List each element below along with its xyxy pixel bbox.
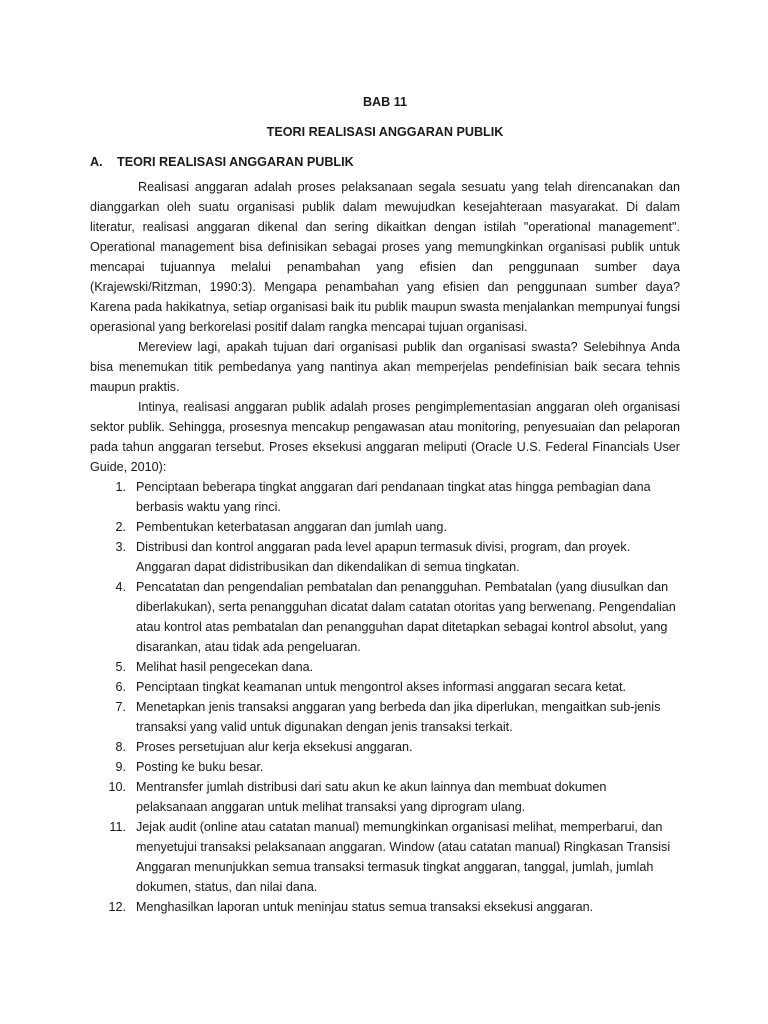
section-heading [90, 152, 680, 172]
list-item-text: Posting ke buku besar. [136, 760, 264, 774]
paragraph-2: Mereview lagi, apakah tujuan dari organisasi publik dan organisasi swasta? Selebihnya Anda bisa menemukan titik pembedanya yang nantinya akan memperjelas pendefinisian baik secara tehnis maupun praktis. [90, 340, 680, 394]
list-item-text: Pencatatan dan pengendalian pembatalan dan penangguhan. Pembatalan (yang diusulkan dan diberlakukan), serta penangguhan dicatat dalam catatan otoritas yang berwenang. Pengendalian atau kontrol atas pembatalan dan penangguhan dapat ditetapkan sebagai kontrol absolut, yang disarankan, atau tidak ada pengeluaran. [136, 580, 676, 654]
list-item-text: Menetapkan jenis transaksi anggaran yang berbeda dan jika diperlukan, mengaitkan sub-jenis transaksi yang valid untuk digunakan dengan jenis transaksi terkait. [136, 700, 661, 734]
list-item-text: Melihat hasil pengecekan dana. [136, 660, 314, 674]
execution-process-list [90, 477, 680, 917]
list-item-text: Pembentukan keterbatasan anggaran dan jumlah uang. [136, 520, 447, 534]
list-item-number: 1. [115, 480, 126, 494]
list-item-number: 2. [115, 520, 126, 534]
list-item-number: 4. [115, 580, 126, 594]
list-item-number: 10. [108, 780, 126, 794]
list-item-number: 3. [115, 540, 126, 554]
list-item-number: 9. [115, 760, 126, 774]
section-title: TEORI REALISASI ANGGARAN PUBLIK [117, 155, 354, 169]
list-item [90, 777, 680, 817]
list-item [90, 817, 680, 897]
list-item-text: Menghasilkan laporan untuk meninjau status semua transaksi eksekusi anggaran. [136, 900, 594, 914]
document-page [90, 92, 680, 917]
page-title: TEORI REALISASI ANGGARAN PUBLIK [266, 125, 504, 139]
list-item [90, 737, 680, 757]
list-item [90, 537, 680, 577]
list-item-text: Mentransfer jumlah distribusi dari satu akun ke akun lainnya dan membuat dokumen pelaksanaan anggaran untuk melihat transaksi yang diprogram ulang. [136, 780, 607, 814]
list-item-text: Penciptaan beberapa tingkat anggaran dari pendanaan tingkat atas hingga pembagian dana berbasis waktu yang rinci. [136, 480, 651, 514]
list-item-text: Jejak audit (online atau catatan manual) memungkinkan organisasi melihat, memperbarui, dan menyetujui transaksi pelaksanaan anggaran. Window (atau catatan manual) Ringkasan Transisi Anggaran menunjukkan semua transaksi termasuk tingkat anggaran, tanggal, jumlah, jumlah dokumen, status, dan nilai dana. [136, 820, 671, 894]
list-item [90, 677, 680, 697]
list-item-number: 7. [115, 700, 126, 714]
list-item-number: 12. [108, 900, 126, 914]
chapter-label: BAB 11 [362, 95, 408, 109]
list-item [90, 477, 680, 517]
list-item-number: 11. [109, 820, 126, 834]
paragraph-1: Realisasi anggaran adalah proses pelaksanaan segala sesuatu yang telah direncanakan dan dianggarkan oleh suatu organisasi publik dalam mewujudkan kesejahteraan masyarakat. Di dalam literatur, realisasi anggaran dikenal dan sering dikaitkan dengan istilah "operational management". Operational management bisa definisikan sebagai proses yang memungkinkan organisasi publik untuk mencapai tujuannya melalui penambahan yang efisien dan penggunaan sumber daya (Krajewski/Ritzman, 1990:3). Mengapa penambahan yang efisien dan penggunaan sumber daya? Karena pada hakikatnya, setiap organisasi baik itu publik maupun swasta menjalankan mempunyai fungsi operasional yang berkorelasi positif dalam rangka mencapai tujuan organisasi. [90, 180, 680, 334]
list-item [90, 657, 680, 677]
list-item [90, 577, 680, 657]
list-item [90, 697, 680, 737]
list-item [90, 757, 680, 777]
list-item-number: 5. [115, 660, 126, 674]
list-item [90, 517, 680, 537]
section-letter: A. [90, 155, 103, 169]
list-item [90, 897, 680, 917]
list-item-text: Penciptaan tingkat keamanan untuk mengontrol akses informasi anggaran secara ketat. [136, 680, 627, 694]
list-item-number: 6. [115, 680, 126, 694]
paragraph-3: Intinya, realisasi anggaran publik adalah proses pengimplementasian anggaran oleh organisasi sektor publik. Sehingga, prosesnya mencakup pengawasan atau monitoring, penyesuaian dan pelaporan pada tahun anggaran tersebut. Proses eksekusi anggaran meliputi (Oracle U.S. Federal Financials User Guide, 2010): [90, 400, 680, 474]
list-item-text: Distribusi dan kontrol anggaran pada level apapun termasuk divisi, program, dan proyek. Anggaran dapat didistribusikan dan dikendalikan di semua tingkatan. [136, 540, 631, 574]
list-item-text: Proses persetujuan alur kerja eksekusi anggaran. [136, 740, 413, 754]
list-item-number: 8. [115, 740, 126, 754]
